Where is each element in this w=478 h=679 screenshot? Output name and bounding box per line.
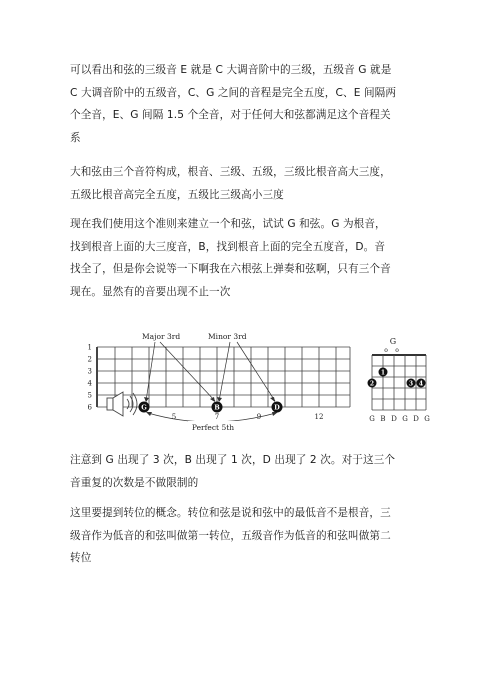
arrow-head xyxy=(210,397,215,402)
paragraph-5 xyxy=(70,502,415,570)
paragraph-4 xyxy=(70,449,415,494)
interval-arrows xyxy=(146,342,276,422)
open-marker: o xyxy=(395,347,399,354)
string-number: 5 xyxy=(87,391,92,400)
arrow-head xyxy=(144,397,149,402)
arrow-head xyxy=(217,397,222,402)
string-number: 2 xyxy=(87,355,92,364)
string-note: G xyxy=(402,415,408,423)
paragraph-2 xyxy=(70,161,415,206)
fret-number: 9 xyxy=(256,413,262,421)
text-line: 五级比根音高完全五度，五级比三级高小三度 xyxy=(70,188,284,201)
fret-number: 12 xyxy=(314,413,324,421)
text-line: 现在我们使用这个准则来建立一个和弦，试试 G 和弦。G 为根音， xyxy=(70,218,386,230)
open-marker: o xyxy=(384,347,388,354)
arrow-head xyxy=(272,412,278,416)
perfect-fifth-label: Perfect 5th xyxy=(191,423,235,432)
note-label: G xyxy=(141,403,147,412)
finger-number: 2 xyxy=(369,380,375,388)
string-note: G xyxy=(369,415,375,423)
string-number: 1 xyxy=(87,343,92,352)
text-line: 音重复的次数是不做限制的 xyxy=(70,476,199,489)
text-line: 注意到 G 出现了 3 次，B 出现了 1 次，D 出现了 2 次。对于这三个 xyxy=(70,454,396,466)
guitar-figure xyxy=(70,327,440,439)
fret-numbers xyxy=(172,413,324,421)
string-number: 6 xyxy=(87,403,92,412)
finger-number: 4 xyxy=(418,380,424,388)
string-numbers xyxy=(88,344,93,412)
fret-number: 7 xyxy=(214,413,220,421)
chord-box xyxy=(368,337,431,423)
text-line: 找全了，但是你会说等一下啊我在六根弦上弹奏和弦啊，只有三个音 xyxy=(70,263,391,275)
string-number: 3 xyxy=(87,367,92,376)
major-third-label: Major 3rd xyxy=(142,332,181,341)
arrow-line xyxy=(146,342,155,401)
text-line: 系 xyxy=(70,131,81,144)
text-line: 转位 xyxy=(70,552,92,564)
text-line: 可以看出和弦的三级音 E 就是 C 大调音阶中的三级，五级音 G 就是 xyxy=(70,64,392,76)
paragraph-3 xyxy=(70,213,415,303)
text-line: 现在。显然有的音要出现不止一次 xyxy=(70,285,231,298)
string-note: B xyxy=(380,415,386,423)
note-label: B xyxy=(214,403,220,412)
arrow-line xyxy=(219,342,230,401)
fret-number: 5 xyxy=(171,413,177,421)
arrow-line xyxy=(237,342,275,401)
string-note: D xyxy=(413,415,419,423)
arrow-head xyxy=(270,397,275,402)
note-label: D xyxy=(274,403,280,412)
text-line: 级音作为低音的和弦叫做第一转位，五级音作为低音的和弦叫做第二 xyxy=(70,529,391,542)
arrow-line xyxy=(160,342,215,401)
text-line: 这里要提到转位的概念。转位和弦是说和弦中的最低音不是根音，三 xyxy=(70,507,391,519)
string-note: G xyxy=(424,415,430,423)
string-note: D xyxy=(391,415,397,423)
speaker-icon xyxy=(107,392,137,416)
text-line: 大和弦由三个音符构成，根音、三级、五级，三级比根音高大三度， xyxy=(70,166,391,178)
chord-name: G xyxy=(389,337,397,346)
finger-number: 3 xyxy=(408,380,414,388)
text-line: C 大调音阶中的五级音，C、G 之间的音程是完全五度，C、E 间隔两 xyxy=(70,86,397,99)
finger-number: 1 xyxy=(380,369,386,377)
text-line: 找到根音上面的大三度音，B，找到根音上面的完全五度音，D。音 xyxy=(70,240,386,253)
text-line: 个全音，E、G 间隔 1.5 个全音，对于任何大和弦都满足这个音程关 xyxy=(70,109,391,121)
guitar-figure-svg xyxy=(70,327,440,439)
string-number: 4 xyxy=(87,379,92,388)
paragraph-1 xyxy=(70,59,415,149)
minor-third-label: Minor 3rd xyxy=(208,332,247,341)
